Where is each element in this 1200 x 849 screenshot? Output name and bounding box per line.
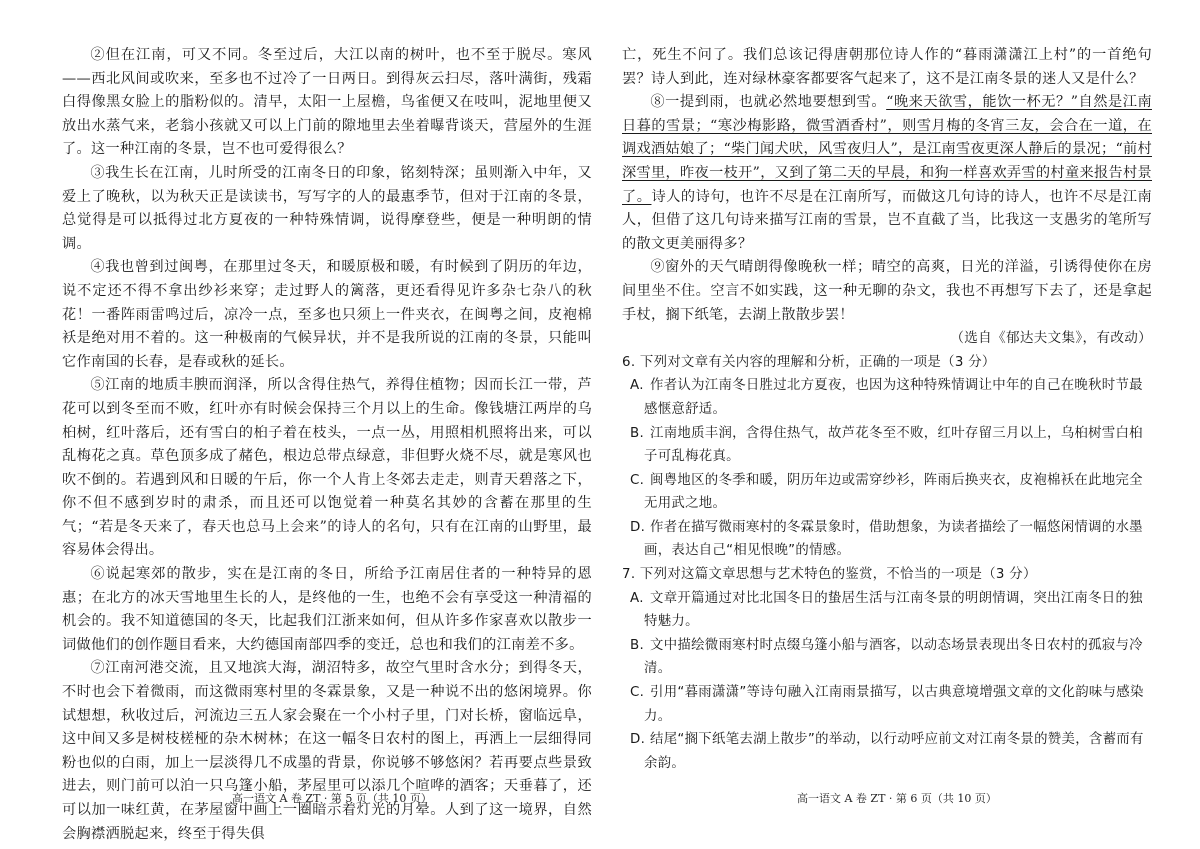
option-letter: C. <box>630 472 645 488</box>
option-letter: B. <box>630 425 645 441</box>
question-6-option-b <box>622 422 1152 469</box>
right-page-footer: 高一语文 A 卷 ZT · 第 6 页（共 10 页） <box>797 792 997 805</box>
right-page <box>622 44 1152 775</box>
option-text: 文中描绘微雨寒村时点缀乌篷小船与酒客，以动态场景表现出冬日农村的孤寂与冷清。 <box>644 637 1143 677</box>
paragraph-9: ⑨窗外的天气晴朗得像晚秋一样；晴空的高爽，日光的洋溢，引诱得使你在房间里坐不住。空言不如实践，这一种无聊的杂文，我也不再想写下去了，还是拿起手杖，搁下纸笔，去湖上散散步罢！ <box>622 259 1152 323</box>
paragraph-8-underlined-poems: “晚来天欲雪，能饮一杯无？”自然是江南日暮的雪景；“寒沙梅影路，微雪酒香村”，则雪月梅的冬宵三友，会合在一道，在调戏酒姑娘了；“柴门闻犬吠，风雪夜归人”，是江南雪夜更深人静后的景况；“前村深雪里，昨夜一枝开”，又到了第二天的早晨，和狗一样喜欢弄雪的村童来报告村景了。 <box>622 94 1152 205</box>
question-7 <box>622 563 1152 775</box>
option-letter: A. <box>630 378 644 394</box>
option-letter: B. <box>630 637 645 653</box>
paragraph-4: ④我也曾到过闽粤，在那里过冬天，和暖原极和暖，有时候到了阴历的年边，说不定还不得不拿出纱衫来穿；走过野人的篱落，更还看得见许多杂七杂八的秋花！一番阵雨雷鸣过后，凉冷一点，至多也只须上一件夹衣，在闽粤之间，皮袍棉袄是绝对用不着的。这一种极南的气候异状，并不是我所说的江南的冬景，只能叫它作南国的长春，是春或秋的延长。 <box>62 259 592 370</box>
question-6 <box>622 351 1152 563</box>
question-7-option-a <box>622 587 1152 634</box>
option-text: 闽粤地区的冬季和暖，阴历年边或需穿纱衫，阵雨后换夹衣，皮袍棉袄在此地完全无用武之地。 <box>644 472 1143 512</box>
left-page <box>62 44 592 846</box>
question-6-option-d <box>622 516 1152 563</box>
question-7-option-d <box>622 728 1152 775</box>
question-7-stem: 7. 下列对这篇文章思想与艺术特色的鉴赏，不恰当的一项是（3 分） <box>622 567 1037 583</box>
option-letter: C. <box>630 685 645 701</box>
source-citation: （选自《郁达夫文集》，有改动） <box>950 330 1152 347</box>
paragraph-7-continued: 亡，死生不问了。我们总该记得唐朝那位诗人作的“暮雨潇潇江上村”的一首绝句罢？诗人到此，连对绿林豪客都要客气起来了，这不是江南冬景的迷人又是什么？ <box>622 47 1152 87</box>
question-7-option-c <box>622 681 1152 728</box>
paragraph-8-tail: 诗人的诗句，也许不尽是在江南所写，而做这几句诗的诗人，也许不尽是江南人，但借了这几句诗来描写江南的雪景，岂不直截了当，比我这一支愚劣的笔所写的散文更美丽得多？ <box>622 188 1153 252</box>
option-text: 文章开篇通过对比北国冬日的蛰居生活与江南冬景的明朗情调，突出江南冬日的独特魅力。 <box>644 590 1143 630</box>
option-text: 江南地质丰润，含得住热气，故芦花冬至不败，红叶存留三月以上，乌桕树雪白桕子可乱梅花真。 <box>644 425 1143 465</box>
left-page-footer: 高一语文 A 卷 ZT · 第 5 页（共 10 页） <box>232 792 432 805</box>
question-6-option-a <box>622 374 1152 421</box>
question-6-stem: 6. 下列对文章有关内容的理解和分析，正确的一项是（3 分） <box>622 354 996 370</box>
option-text: 作者在描写微雨寒村的冬霖景象时，借助想象，为读者描绘了一幅悠闲情调的水墨画，表达自己“相见恨晚”的情感。 <box>644 519 1143 559</box>
option-letter: A. <box>630 590 644 606</box>
paragraph-5: ⑤江南的地质丰腴而润泽，所以含得住热气，养得住植物；因而长江一带，芦花可以到冬至而不败，红叶亦有时候会保持三个月以上的生命。像钱塘江两岸的乌桕树，红叶落后，还有雪白的桕子着在枝头，一点一丛，用照相机照将出来，可以乱梅花之真。草色顶多成了赭色，根边总带点绿意，非但野火烧不尽，就是寒风也吹不倒的。若遇到风和日暖的午后，你一个人肯上冬郊去走走，则青天碧落之下，你不但不感到岁时的肃杀，而且还可以饱觉着一种莫名其妙的含蓄在那里的生气；“若是冬天来了，春天也总马上会来”的诗人的名句，只有在江南的山野里，最容易体会得出。 <box>62 377 592 559</box>
question-7-option-b <box>622 634 1152 681</box>
paragraph-8-lead: ⑧一提到雨，也就必然地要想到雪。 <box>650 94 887 111</box>
question-6-option-c <box>622 469 1152 516</box>
option-letter: D. <box>630 732 646 748</box>
option-text: 引用“暮雨潇潇”等诗句融入江南雨景描写，以古典意境增强文章的文化韵味与感染力。 <box>644 685 1144 724</box>
paragraph-7: ⑦江南河港交流，且又地滨大海，湖沼特多，故空气里时含水分；到得冬天，不时也会下着微雨，而这微雨寒村里的冬霖景象，又是一种说不出的悠闲境界。你试想想，秋收过后，河流边三五人家会聚在一个小村子里，门对长桥，窗临远阜，这中间又多是树枝槎桠的杂木树林；在这一幅冬日农村的图上，再洒上一层细得同粉也似的白雨，加上一层淡得几不成墨的背景，你说够不够悠闲？若再要点些景致进去，则门前可以泊一只乌篷小船，茅屋里可以添几个喧哗的酒客；天垂暮了，还可以加一味红黄，在茅屋窗中画上一圈暗示着灯光的月晕。人到了这一境界，自然会胸襟洒脱起来，终至于得失俱 <box>62 660 592 842</box>
paragraph-8 <box>622 91 1152 256</box>
paragraph-6: ⑥说起寒郊的散步，实在是江南的冬日，所给予江南居住者的一种特异的恩惠；在北方的冰天雪地里生长的人，是终他的一生，也绝不会有享受这一种清福的机会的。我不知道德国的冬天，比起我们江浙来如何，但从许多作家喜欢以散步一词做他们的创作题目看来，大约德国南部四季的变迁，总也和我们的江南差不多。 <box>62 566 592 653</box>
option-text: 作者认为江南冬日胜过北方夏夜，也因为这种特殊情调让中年的自己在晚秋时节最感惬意舒适。 <box>644 378 1143 417</box>
paragraph-2: ②但在江南，可又不同。冬至过后，大江以南的树叶，也不至于脱尽。寒风——西北风间或吹来，至多也不过冷了一日两日。到得灰云扫尽，落叶满街，残霜白得像黑女脸上的脂粉似的。清早，太阳一上屋檐，鸟雀便又在吱叫，泥地里便又放出水蒸气来，老翁小孩就又可以上门前的隙地里去坐着曝背谈天，营屋外的生涯了。这一种江南的冬景，岂不也可爱得很么？ <box>62 47 592 158</box>
paragraph-3: ③我生长在江南，儿时所受的江南冬日的印象，铭刻特深；虽则渐入中年，又爱上了晚秋，以为秋天正是读读书，写写字的人的最惠季节，但对于江南的冬景，总觉得是可以抵得过北方夏夜的一种特殊情调，说得摩登些，便是一种明朗的情调。 <box>62 164 592 252</box>
option-text: 结尾“搁下纸笔去湖上散步”的举动，以行动呼应前文对江南冬景的赞美，含蓄而有余韵。 <box>644 732 1144 771</box>
option-letter: D. <box>630 519 646 535</box>
